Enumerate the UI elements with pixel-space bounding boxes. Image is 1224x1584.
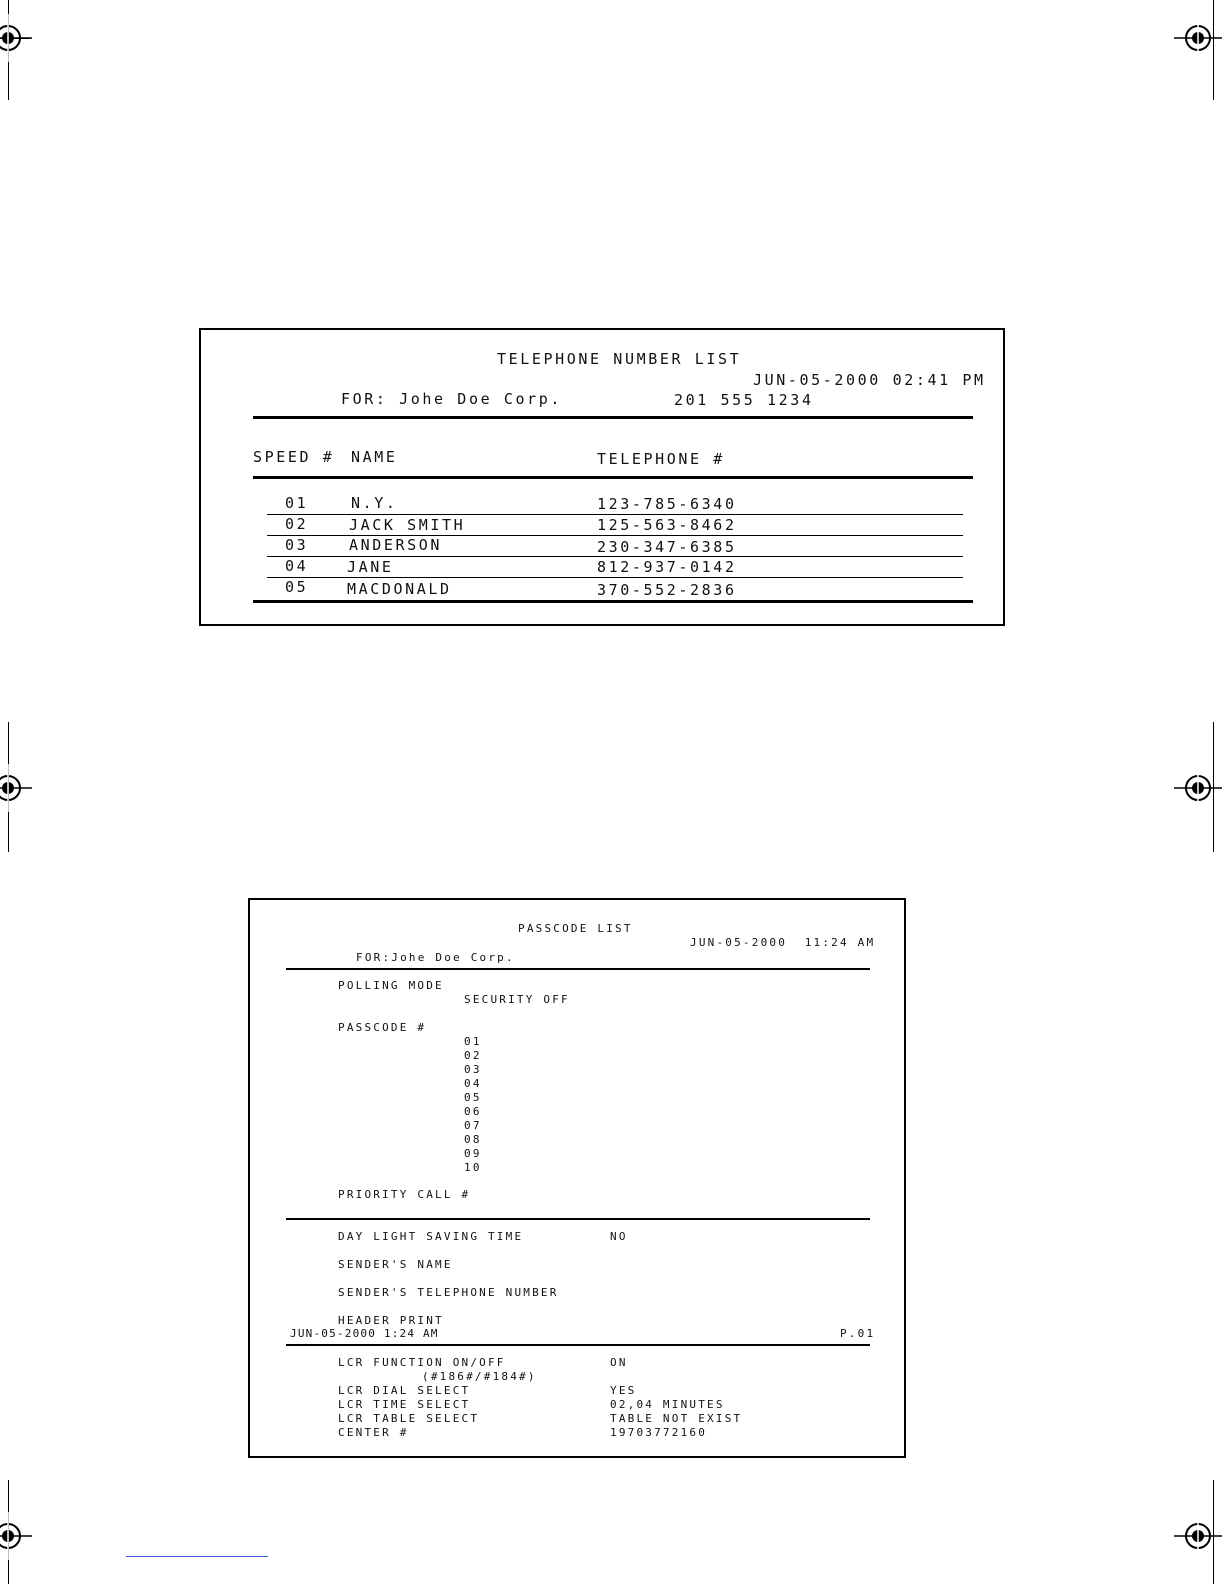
sender-name-label: SENDER'S NAME bbox=[338, 1258, 453, 1271]
polling-mode-value: SECURITY OFF bbox=[464, 993, 570, 1006]
sender-telephone-label: SENDER'S TELEPHONE NUMBER bbox=[338, 1286, 559, 1299]
center-value: 19703772160 bbox=[610, 1426, 708, 1439]
footer-datetime: JUN-05-2000 1:24 AM bbox=[290, 1327, 439, 1340]
registration-mark-icon bbox=[1174, 764, 1222, 812]
name-cell: MACDONALD bbox=[347, 580, 452, 598]
passcode-item: 02 bbox=[464, 1049, 482, 1062]
registration-mark-icon bbox=[0, 764, 32, 812]
lcr-dial-label: LCR DIAL SELECT bbox=[338, 1384, 471, 1397]
lcr-codes: (#186#/#184#) bbox=[422, 1370, 537, 1383]
dst-value: NO bbox=[610, 1230, 628, 1243]
footer-page-number: P.01 bbox=[840, 1327, 876, 1340]
speed-cell: 05 bbox=[285, 578, 309, 596]
telephone-cell: 125-563-8462 bbox=[597, 516, 737, 534]
passcode-item: 05 bbox=[464, 1091, 482, 1104]
name-cell: N.Y. bbox=[351, 494, 398, 512]
report-title: TELEPHONE NUMBER LIST bbox=[497, 350, 742, 368]
passcode-item: 03 bbox=[464, 1063, 482, 1076]
speed-cell: 01 bbox=[285, 494, 309, 512]
name-cell: JACK SMITH bbox=[349, 516, 466, 534]
passcode-item: 06 bbox=[464, 1105, 482, 1118]
speed-cell: 02 bbox=[285, 515, 309, 533]
passcode-item: 01 bbox=[464, 1035, 482, 1048]
passcode-item: 08 bbox=[464, 1133, 482, 1146]
column-header-telephone: TELEPHONE # bbox=[597, 450, 725, 468]
for-label: FOR: Johe Doe Corp. bbox=[341, 390, 562, 408]
report-datetime: JUN-05-2000 11:24 AM bbox=[690, 936, 876, 949]
priority-call-label: PRIORITY CALL # bbox=[338, 1188, 471, 1201]
footer-link-underline bbox=[126, 1556, 268, 1557]
passcode-item: 10 bbox=[464, 1161, 482, 1174]
lcr-table-value: TABLE NOT EXIST bbox=[610, 1412, 743, 1425]
telephone-cell: 230-347-6385 bbox=[597, 538, 737, 556]
header-print-label: HEADER PRINT bbox=[338, 1314, 444, 1327]
column-header-speed: SPEED # bbox=[253, 448, 335, 466]
registration-mark-icon bbox=[1174, 1512, 1222, 1560]
lcr-function-value: ON bbox=[610, 1356, 628, 1369]
telephone-cell: 123-785-6340 bbox=[597, 495, 737, 513]
telephone-cell: 812-937-0142 bbox=[597, 558, 737, 576]
passcode-item: 04 bbox=[464, 1077, 482, 1090]
registration-mark-icon bbox=[1174, 14, 1222, 62]
telephone-cell: 370-552-2836 bbox=[597, 581, 737, 599]
registration-mark-icon bbox=[0, 14, 32, 62]
polling-mode-label: POLLING MODE bbox=[338, 979, 444, 992]
lcr-time-label: LCR TIME SELECT bbox=[338, 1398, 471, 1411]
passcode-item: 07 bbox=[464, 1119, 482, 1132]
passcode-list-report bbox=[248, 898, 906, 1458]
for-phone: 201 555 1234 bbox=[674, 391, 814, 409]
dst-label: DAY LIGHT SAVING TIME bbox=[338, 1230, 524, 1243]
lcr-table-label: LCR TABLE SELECT bbox=[338, 1412, 480, 1425]
name-cell: ANDERSON bbox=[349, 536, 443, 554]
report-datetime: JUN-05-2000 02:41 PM bbox=[753, 371, 986, 389]
passcode-item: 09 bbox=[464, 1147, 482, 1160]
passcode-label: PASSCODE # bbox=[338, 1021, 427, 1034]
column-header-name: NAME bbox=[351, 448, 398, 466]
name-cell: JANE bbox=[347, 558, 394, 576]
for-label: FOR:Johe Doe Corp. bbox=[356, 951, 515, 964]
lcr-dial-value: YES bbox=[610, 1384, 637, 1397]
lcr-time-value: 02,04 MINUTES bbox=[610, 1398, 725, 1411]
report-title: PASSCODE LIST bbox=[518, 922, 633, 935]
lcr-function-label: LCR FUNCTION ON/OFF bbox=[338, 1356, 506, 1369]
speed-cell: 03 bbox=[285, 536, 309, 554]
registration-mark-icon bbox=[0, 1512, 32, 1560]
telephone-number-list-report bbox=[199, 328, 1005, 626]
center-label: CENTER # bbox=[338, 1426, 409, 1439]
speed-cell: 04 bbox=[285, 557, 309, 575]
